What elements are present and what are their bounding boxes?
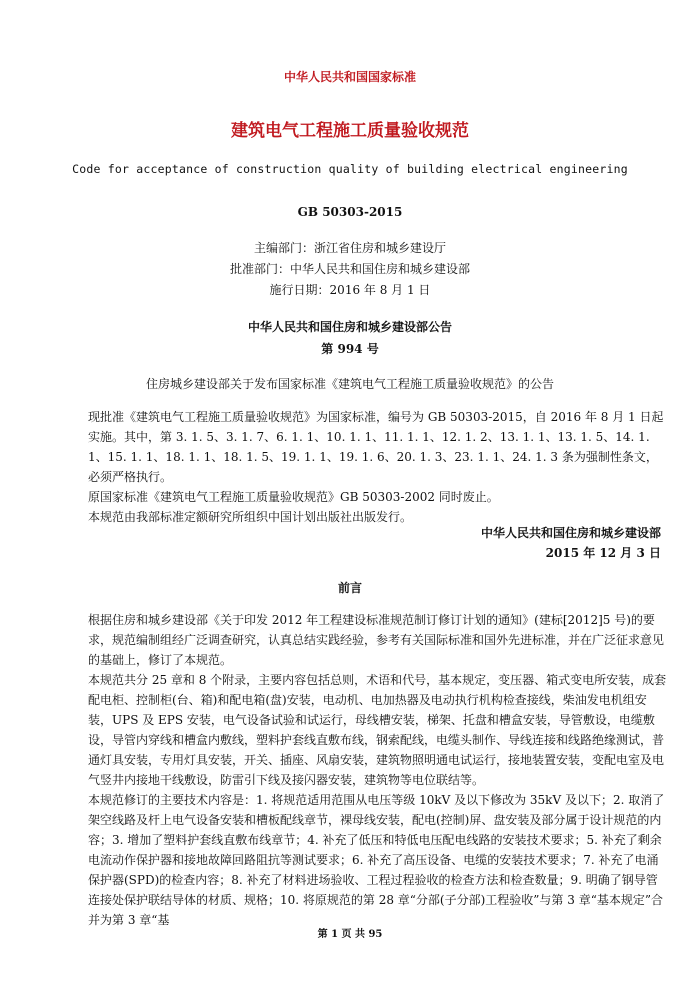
foreword-paragraph: 本规范修订的主要技术内容是：1. 将规范适用范围从电压等级 10kV 及以下修改为 35kV 及以下；2. 取消了架空线路及杆上电气设备安装和槽板配线章节，裸母线安装，配电(控制)屏、盘安装及部分属于设计规范的内容；3. 增加了塑料护套线直敷布线章节；4. 补充了低压和特低电压配电线路的安装技术要求；5. 补充了剩余电流动作保护器和接地故障回路阻抗等测试要求；6. 补充了高压设备、电缆的安装技术要求；7. 补充了电涌保护器(SPD)的检查内容；8. 补充了材料进场验收、工程过程验收的检查方法和检查数量；9. 明确了钢导管连接处保护联结导体的材质、规格；10. 将原规范的第 28 章“分部(子分部)工程验收”与第 3 章“基本规定”合并为第 3 章“基 xyxy=(88,793,665,927)
document-title: 建筑电气工程施工质量验收规范 xyxy=(231,121,469,141)
english-title: Code for acceptance of construction quality of building electrical engineering xyxy=(72,162,628,176)
effective-date-line: 施行日期：2016 年 8 月 1 日 xyxy=(269,283,431,297)
notice-paragraph: 本规范由我部标准定额研究所组织中国计划出版社出版发行。 xyxy=(88,510,413,524)
chief-editor-line: 主编部门：浙江省住房和城乡建设厅 xyxy=(253,241,446,255)
notice-number: 第 994 号 xyxy=(321,342,379,356)
foreword-body xyxy=(88,610,668,930)
notice-title: 中华人民共和国住房和城乡建设部公告 xyxy=(247,320,452,334)
approver-line: 批准部门：中华人民共和国住房和城乡建设部 xyxy=(229,262,470,276)
notice-signer: 中华人民共和国住房和城乡建设部 xyxy=(480,526,661,540)
notice-paragraph: 原国家标准《建筑电气工程施工质量验收规范》GB 50303-2002 同时废止。 xyxy=(88,490,499,504)
standard-label: 中华人民共和国国家标准 xyxy=(283,70,416,84)
notice-paragraph: 现批准《建筑电气工程施工质量验收规范》为国家标准，编号为 GB 50303-2015，自 2016 年 8 月 1 日起实施。其中，第 3. 1. 5、3. 1. 7、6. 1. 1、10. 1. 1、11. 1. 1、12. 1. 2、13. 1. 1、13. 1. 5、14. 1. 1、15. 1. 1、18. 1. 1、18. 1. 5、19. 1. 1、19. 1. 6、20. 1. 3、23. 1. 1、24. 1. 3 条为强制性条文，必须严格执行。 xyxy=(88,410,664,484)
foreword-paragraph: 根据住房和城乡建设部《关于印发 2012 年工程建设标准规范制订修订计划的通知》(建标[2012]5 号)的要求，规范编制组经广泛调查研究，认真总结实践经验，参考有关国际标准和国外先进标准，并在广泛征求意见的基础上，修订了本规范。 xyxy=(88,613,665,667)
foreword-paragraph: 本规范共分 25 章和 8 个附录，主要内容包括总则，术语和代号，基本规定，变压器、箱式变电所安装，成套配电柜、控制柜(台、箱)和配电箱(盘)安装，电动机、电加热器及电动执行机构检查接线，柴油发电机组安装，UPS 及 EPS 安装，电气设备试验和试运行，母线槽安装，梯架、托盘和槽盒安装，导管敷设，电缆敷设，导管内穿线和槽盒内敷线，塑料护套线直敷布线，钢索配线，电缆头制作、导线连接和线路绝缘测试，普通灯具安装，专用灯具安装，开关、插座、风扇安装，建筑物照明通电试运行，接地装置安装，变配电室及电气竖井内接地干线敷设，防雷引下线及接闪器安装，建筑物等电位联结等。 xyxy=(88,673,667,787)
notice-subject: 住房城乡建设部关于发布国家标准《建筑电气工程施工质量验收规范》的公告 xyxy=(145,377,554,391)
page-footer: 第 1 页 共 95 xyxy=(317,929,383,940)
foreword-heading: 前言 xyxy=(337,581,362,595)
notice-date: 2015 年 12 月 3 日 xyxy=(545,546,661,560)
notice-body xyxy=(88,407,668,527)
standard-code: GB 50303-2015 xyxy=(297,205,403,219)
